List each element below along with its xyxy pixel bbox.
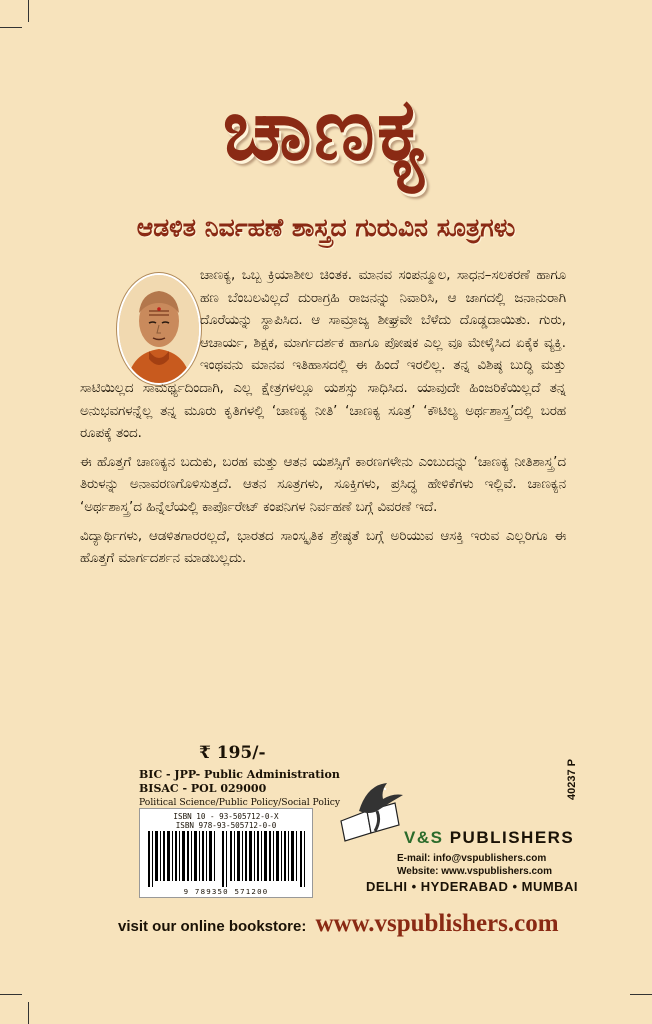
eagle-book-logo-icon	[337, 781, 407, 843]
crop-mark-top-left-v	[28, 0, 29, 22]
description-text	[80, 265, 566, 577]
subject-categories: Political Science/Public Policy/Social Policy	[139, 797, 341, 808]
bic-code: BIC - JPP- Public Administration	[139, 768, 340, 781]
product-code: 40237 P	[566, 759, 578, 800]
store-label: visit our online bookstore:	[118, 918, 307, 935]
crop-mark-bottom-right-h	[630, 994, 652, 995]
barcode-label	[139, 808, 313, 898]
online-store	[118, 910, 559, 938]
publisher-website: Website: www.vspublishers.com	[397, 866, 553, 877]
crop-mark-top-left-h	[0, 27, 22, 28]
book-subtitle: ಆಡಳಿತ ನಿರ್ವಹಣೆ ಶಾಸ್ತ್ರದ ಗುರುವಿನ ಸೂತ್ರಗಳು	[136, 213, 516, 242]
publisher-cities: DELHI • HYDERABAD • MUMBAI	[366, 879, 579, 894]
isbn-10: ISBN 10 - 93-505712-0-X	[173, 812, 279, 821]
barcode	[146, 831, 306, 887]
publisher-name	[404, 828, 574, 848]
description-paragraph: ಚಾಣಕ್ಯ, ಒಬ್ಬ ಕ್ರಿಯಾಶೀಲ ಚಿಂತಕ. ಮಾನವ ಸಂಪನ್ಮೂಲ, ಸಾಧನ–ಸಲಕರಣೆ ಹಾಗೂ ಹಣ ಬೆಂಬಲವಿಲ್ಲದೆ ದುರಾಗ್ರಹಿ ರಾಜನನ್ನು ನಿವಾರಿಸಿ, ಆ ಜಾಗದಲ್ಲಿ ಜನಾನುರಾಗಿ ದೊರೆಯನ್ನು ಸ್ಥಾಪಿಸಿದ. ಆ ಸಾಮ್ರಾಜ್ಯ ಶೀಘ್ರವೇ ಬೆಳೆದು ದೊಡ್ಡದಾಯಿತು. ಗುರು, ಆಚಾರ್ಯ, ಶಿಕ್ಷಕ, ಮಾರ್ಗದರ್ಶಕ ಹಾಗೂ ಪೋಷಕ ಎಲ್ಲ ವೂ ಮೇಳೈಸಿದ ಏಕೈಕ ವ್ಯಕ್ತಿ. ಇಂಥವನು ಮಾನವ ಇತಿಹಾಸದಲ್ಲಿ ಈ ಹಿಂದೆ ಇರಲಿಲ್ಲ. ತನ್ನ ವಿಶಿಷ್ಠ ಬುದ್ಧಿ ಮತ್ತು ಸಾಟಿಯಿಲ್ಲದ ಸಾಮರ್ಥ್ಯದಿಂದಾಗಿ, ಎಲ್ಲ ಕ್ಷೇತ್ರಗಳಲ್ಲೂ ಯಶಸ್ಸು ಸಾಧಿಸಿದ. ಯಾವುದೇ ಹಿಂಜರಿಕೆಯಿಲ್ಲದೆ ತನ್ನ ಅನುಭವಗಳನ್ನೆಲ್ಲ ತನ್ನ ಮೂರು ಕೃತಿಗಳಲ್ಲಿ ‘ಚಾಣಕ್ಯ ನೀತಿ’ ‘ಚಾಣಕ್ಯ ಸೂತ್ರ’ ‘ಕೌಟಿಲ್ಯ ಅರ್ಥಶಾಸ್ತ್ರ’ದಲ್ಲಿ ಬರಹ ರೂಪಕ್ಕೆ ತಂದ.	[80, 268, 566, 442]
crop-mark-bottom-left-v	[28, 1002, 29, 1024]
publisher-name-prefix: V&S	[404, 828, 444, 847]
publisher-name-suffix: PUBLISHERS	[449, 828, 575, 847]
publisher-email: E-mail: info@vspublishers.com	[397, 853, 547, 864]
description-paragraph: ವಿದ್ಯಾರ್ಥಿಗಳು, ಆಡಳಿತಗಾರರಲ್ಲದೆ, ಭಾರತದ ಸಾಂಸ್ಕೃತಿಕ ಶ್ರೇಷ್ಠತೆ ಬಗ್ಗೆ ಅರಿಯುವ ಆಸಕ್ತಿ ಇರುವ ಎಲ್ಲರಿಗೂ ಈ ಹೊತ್ತಗೆ ಮಾರ್ಗದರ್ಶನ ಮಾಡಬಲ್ಲದು.	[80, 528, 566, 567]
crop-mark-bottom-left-h	[0, 994, 22, 995]
bisac-code: BISAC - POL 029000	[139, 782, 267, 795]
price: ₹ 195/-	[199, 743, 266, 763]
barcode-digits: 9 789350 571200	[183, 887, 269, 896]
store-url-link[interactable]: www.vspublishers.com	[315, 910, 559, 937]
description-paragraph: ಈ ಹೊತ್ತಗೆ ಚಾಣಕ್ಯನ ಬದುಕು, ಬರಹ ಮತ್ತು ಆತನ ಯಶಸ್ಸಿಗೆ ಕಾರಣಗಳೇನು ಎಂಬುದನ್ನು ‘ಚಾಣಕ್ಯ ನೀತಿಶಾಸ್ತ್ರ’ದ ತಿರುಳನ್ನು ಅನಾವರಣಗೊಳಿಸುತ್ತದೆ. ಆತನ ಸೂತ್ರಗಳು, ಸೂಕ್ತಿಗಳು, ಪ್ರಸಿದ್ಧ ಹೇಳಿಕೆಗಳು ಇಲ್ಲಿವೆ. ಚಾಣಕ್ಯನ ‘ಅರ್ಥಶಾಸ್ತ್ರ’ದ ಹಿನ್ನೆಲೆಯಲ್ಲಿ ಕಾರ್ಪೊರೇಟ್ ಕಂಪನಿಗಳ ನಿರ್ವಹಣೆ ಬಗ್ಗೆ ವಿವರಣೆ ಇದೆ.	[80, 454, 566, 515]
isbn-13: ISBN 978-93-505712-0-0	[175, 821, 277, 830]
book-title: ಚಾಣಕ್ಯ	[222, 80, 430, 180]
